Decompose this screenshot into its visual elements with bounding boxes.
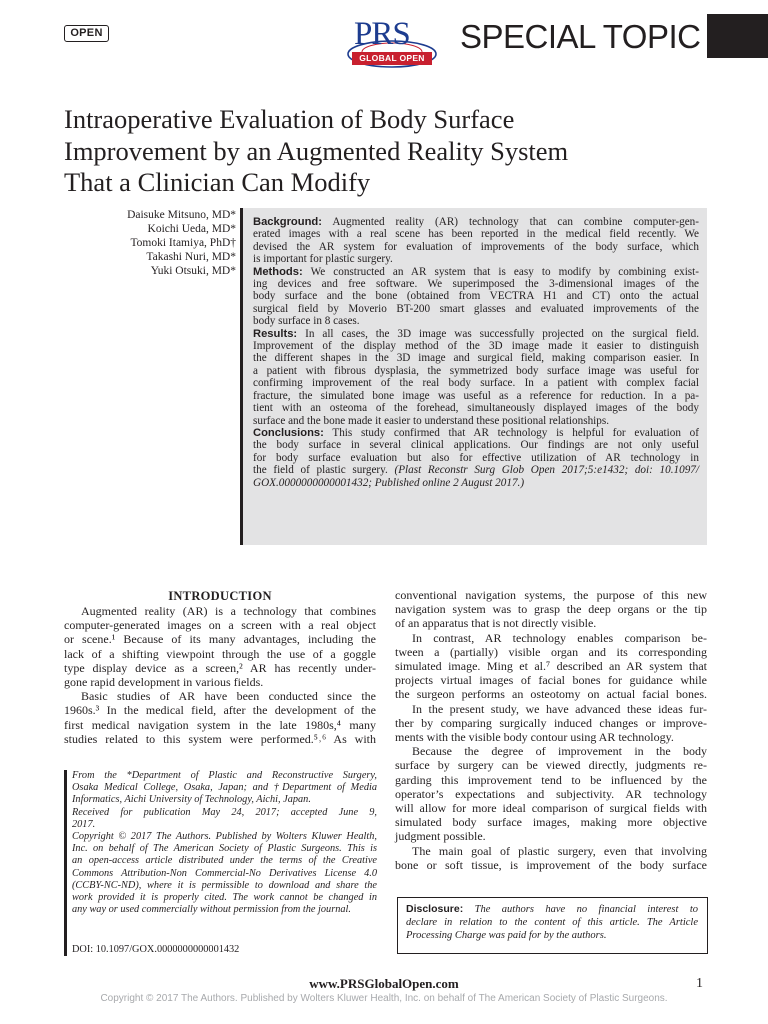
affiliation-line: Osaka Medical College, Osaka, Japan; and †Department of Media xyxy=(72,782,377,794)
abstract-line: ing devices and free software. We superimposed the 3-dimensional images of the xyxy=(253,278,699,291)
disclosure xyxy=(406,903,698,942)
abstract-line: surgical field by Moverio BT-200 smart glasses and evaluated improvements of the xyxy=(253,302,699,315)
section-label: SPECIAL TOPIC xyxy=(460,18,701,55)
disclosure-line: declare in relation to the content of this article. The Article xyxy=(406,917,698,928)
body-line: or scene.¹ Because of its many advantages, including the xyxy=(64,632,376,647)
body-line: computer-generated images on a screen with a real object xyxy=(64,618,376,633)
abstract-line: surface and the bone made it easier to understand these positional relationships. xyxy=(253,414,610,427)
body-line: tween a (partially) visible organ and its corresponding xyxy=(395,644,707,659)
body-line: navigation system was to grasp the deep organs or the tip xyxy=(395,602,707,617)
abstract-line: Methods: We constructed an AR system that is easy to modify by combining exist- xyxy=(253,265,699,278)
section-label-bar xyxy=(707,14,768,58)
body-line: operator’s expectations and subjectivity. AR technology xyxy=(395,786,707,801)
page-number: 1 xyxy=(696,976,703,991)
affiliation-line: Inc. on behalf of The American Society of Plastic Surgeons. This is xyxy=(72,843,377,855)
affiliation-line: Informatics, Aichi University of Technology, Aichi, Japan. xyxy=(72,794,311,806)
abstract-line: Conclusions: This study confirmed that AR technology is helpful for evaluation of xyxy=(253,426,699,439)
affiliation-note xyxy=(72,770,377,916)
abstract-line: Background: Augmented reality (AR) technology that can combine computer-gen- xyxy=(253,216,699,228)
logo-global-open-text: GLOBAL OPEN xyxy=(352,52,432,65)
body-line: Because the degree of improvement in the body xyxy=(412,744,707,759)
body-line: surface by surgery can be viewed directly, judgments re- xyxy=(395,758,707,773)
abstract xyxy=(253,216,699,489)
body-line: studies related to this system were performed.⁵˒⁶ As with xyxy=(64,731,376,746)
citation: GOX.0000000000001432; Published online 2 August 2017.) xyxy=(253,476,525,489)
body-left-column xyxy=(64,588,376,746)
body-line: type display device as a screen,² AR has recently under- xyxy=(64,660,376,675)
title-line: Intraoperative Evaluation of Body Surface xyxy=(64,104,515,134)
body-line: first medical navigation system in the late 1980s,⁴ many xyxy=(64,717,376,732)
abstract-line: a patient with fibrous dysplasia, the symmetrized body surface image was useful for xyxy=(253,364,699,377)
abstract-line: Results: In all cases, the 3D image was successfully projected on the surgical field. xyxy=(253,327,700,340)
abstract-line: erated images with a real scene has been reported in the medical field recently. We xyxy=(253,228,699,241)
conclusions-label: Conclusions: xyxy=(253,426,324,439)
section-heading-introduction: INTRODUCTION xyxy=(168,589,272,603)
body-line: the surgeon performs an osteotomy on actual facial bones. xyxy=(395,687,707,702)
body-line: Augmented reality (AR) is a technology that combines xyxy=(81,604,376,618)
affiliation-line: 2017. xyxy=(72,818,96,830)
disclosure-line: Disclosure: The authors have no financial interest to xyxy=(406,903,698,915)
abstract-rule xyxy=(240,208,243,545)
affiliation-line: Received for publication May 24, 2017; accepted June 9, xyxy=(72,806,377,818)
abstract-line: body surface in 8 cases. xyxy=(253,315,360,328)
body-line: will allow for more ideal comparison of surgical fields with xyxy=(395,801,707,816)
affiliation-line: Commons Attribution-Non Commercial-No Derivatives License 4.0 xyxy=(72,867,377,879)
author: Yuki Otsuki, MD* xyxy=(150,265,236,277)
abstract-line: body surface and the bone (obtained from VECTRA H1 and CT) onto the actual xyxy=(253,290,699,303)
abstract-line: the different shapes in the 3D image and surgical field, making comparison easier. In xyxy=(253,352,699,365)
body-line: simulated image. Ming et al.⁷ described an AR system that xyxy=(395,659,707,674)
journal-website-link[interactable]: www.PRSGlobalOpen.com xyxy=(309,976,459,991)
author: Koichi Ueda, MD* xyxy=(147,223,236,235)
body-line: of an apparatus that is not directly visible. xyxy=(395,616,597,631)
body-line: gone rapid development in various fields. xyxy=(64,675,264,690)
affiliation-line: work provided it is properly cited. The work cannot be changed in xyxy=(72,892,377,904)
abstract-line: the field of plastic surgery. (Plast Reconstr Surg Glob Open 2017;5:e1432; doi: 10.1097/ xyxy=(253,464,700,477)
abstract-line: tient with an osteoma of the forehead, simultaneously displayed images of the body xyxy=(253,402,699,415)
body-line: judgment possible. xyxy=(395,829,486,844)
body-line: garding this improvement tend to be influenced by the xyxy=(395,772,707,787)
prs-global-open-logo xyxy=(346,16,438,71)
methods-label: Methods: xyxy=(253,265,303,278)
affiliation-rule xyxy=(64,770,67,956)
citation: (Plast Reconstr Surg Glob Open 2017;5:e1432; doi: 10.1097/ xyxy=(394,464,700,477)
body-line: The main goal of plastic surgery, even that involving xyxy=(412,843,707,858)
body-right-column xyxy=(395,588,707,872)
body-line: lack of a shifting viewpoint through the use of a goggle xyxy=(64,646,376,661)
logo-prs-text: PRS xyxy=(354,16,410,52)
disclosure-line: Processing Charge was paid for by the authors. xyxy=(406,930,607,941)
results-label: Results: xyxy=(253,327,298,340)
author: Daisuke Mitsuno, MD* xyxy=(127,209,236,221)
affiliation-line: an open-access article distributed under the terms of the Creative xyxy=(72,855,377,867)
title-line: That a Clinician Can Modify xyxy=(64,167,371,197)
author-list xyxy=(100,208,236,278)
body-line: projects virtual images of facial bones for guidance while xyxy=(395,673,707,688)
doi[interactable]: DOI: 10.1097/GOX.0000000000001432 xyxy=(72,944,240,955)
body-line: simulated body surface images, making more objective xyxy=(395,815,707,830)
body-line: In the present study, we have advanced these ideas fur- xyxy=(412,701,707,716)
body-line: conventional navigation systems, the purpose of this new xyxy=(395,588,707,602)
author: Takashi Nuri, MD* xyxy=(146,251,236,263)
abstract-line: is important for plastic surgery. xyxy=(253,253,393,266)
body-line: ments with the visible body contour using AR technology. xyxy=(395,730,674,745)
background-label: Background: xyxy=(253,216,322,228)
abstract-line: the body surface in several clinical applications. Our findings are not only useful xyxy=(253,439,699,452)
abstract-line: confirming improvement of the real body surface. In a patient with complex facial xyxy=(253,377,699,390)
disclosure-label: Disclosure: xyxy=(406,903,464,915)
abstract-line: fracture, the simulated bone image was useful as a reference for reduction. In a pa- xyxy=(253,389,699,402)
body-line: bone or soft tissue, is improvement of the body surface xyxy=(395,857,707,872)
title-line: Improvement by an Augmented Reality System xyxy=(64,135,569,166)
affiliation-line: (CCBY-NC-ND), where it is permissible to download and share the xyxy=(72,879,377,891)
body-line: 1960s.³ In the medical field, after the development of the xyxy=(64,703,376,718)
body-line: In contrast, AR technology enables comparison be- xyxy=(412,630,707,645)
copyright-footer: Copyright © 2017 The Authors. Published by Wolters Kluwer Health, Inc. on behalf of The American Society of Plastic Surgeons. xyxy=(100,993,668,1004)
affiliation-line: any way or used commercially without permission from the journal. xyxy=(72,904,351,916)
abstract-line: Improvement of the display method of the 3D image made it easier to distinguish xyxy=(253,340,699,353)
open-access-badge: OPEN xyxy=(64,25,109,42)
body-line: ther by comparing surgically induced changes or improve- xyxy=(395,715,707,730)
affiliation-line: Copyright © 2017 The Authors. Published by Wolters Kluwer Health, xyxy=(72,831,377,843)
body-line: Basic studies of AR have been conducted since the xyxy=(81,689,376,704)
affiliation-line: From the *Department of Plastic and Reconstructive Surgery, xyxy=(72,770,377,781)
abstract-line: for body surface evaluation but also for effective utilization of AR technology in xyxy=(253,451,699,464)
author: Tomoki Itamiya, PhD† xyxy=(130,237,236,249)
article-title xyxy=(64,104,704,199)
abstract-line: devised the AR system for evaluation of improvements of the body surface, which xyxy=(253,240,699,253)
